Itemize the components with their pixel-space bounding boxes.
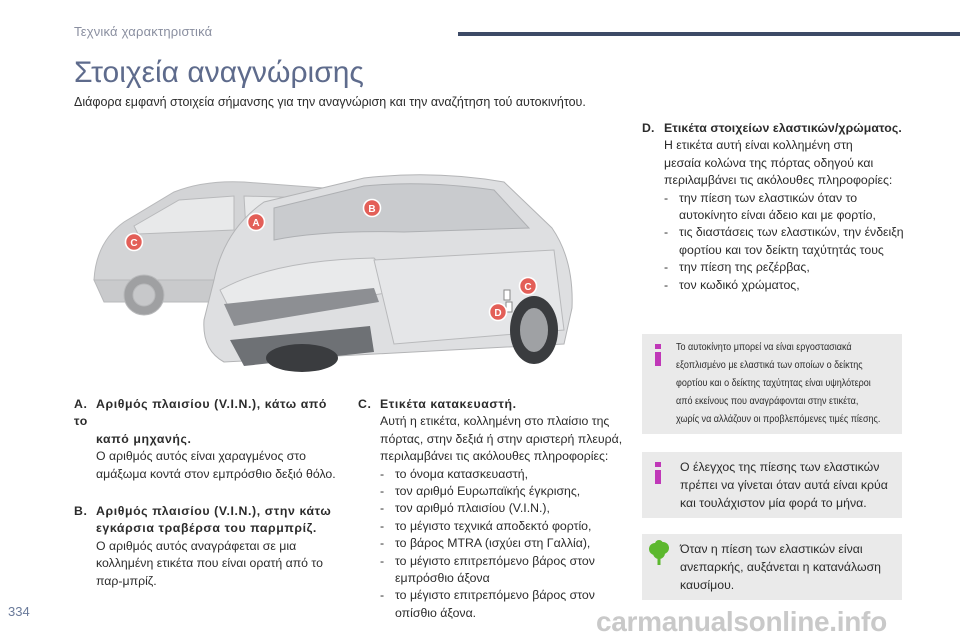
note-line: Το αυτοκίνητο μπορεί να είναι εργοστασιακά [676,341,852,353]
note-line: Όταν η πίεση των ελαστικών είναι [680,542,863,556]
section-d-line-3: περιλαμβάνει τις ακόλουθες πληροφορίες: [664,173,893,188]
note-line: χωρίς να αλλάζουν οι προβλεπόμενες τιμές πίεσης. [676,413,881,425]
section-title: Τεχνικά χαρακτηριστικά [74,24,213,39]
info-note-tire-index [642,334,902,434]
page-subtitle: Διάφορα εμφανή στοιχεία σήμανσης για την αναγνώριση και την αναζήτηση τού αυτοκινήτου. [74,95,586,109]
svg-text:C: C [524,282,532,293]
section-c-heading: Ετικέτα κατακευαστή. [380,397,517,411]
svg-text:A: A [252,218,260,229]
section-c-line-1: Αυτή η ετικέτα, κολλημένη στο πλαίσιο της [380,414,610,429]
list-item-continuation: οπίσθιο άξονα. [395,605,477,620]
section-d-line-1: Η ετικέτα αυτή είναι κολλημένη στη [664,138,853,153]
section-b [74,503,344,590]
list-item: - τον αριθμό Ευρωπαϊκής έγκρισης, [358,483,634,500]
list-item-continuation: φορτίου και τον δείκτη ταχύτητάς τους [679,242,884,257]
section-a-heading-1: Αριθμός πλαισίου (V.I.N.), κάτω από το [74,397,328,429]
list-item: - την πίεση της ρεζέρβας, [642,259,922,276]
header-rule [458,32,960,36]
section-b-line-2: κολλημένη ετικέτα που είναι ορατή από το [96,556,323,571]
section-d [642,120,922,294]
note-line: εξοπλισμένο με ελαστικά των οποίων ο δείκτης [676,359,863,371]
list-item: - το βάρος MTRA (ισχύει στη Γαλλία), [358,535,634,552]
info-note-text [676,338,895,428]
marker-b [364,200,381,217]
marker-c-left [126,234,143,251]
eco-tree-icon [648,540,670,566]
section-a-heading-2: καπό μηχανής. [96,431,192,446]
svg-text:C: C [130,238,138,249]
section-c-letter: C. [358,397,372,411]
section-a [74,396,344,483]
section-c-line-3: περιλαμβάνει τις ακόλουθες πληροφορίες: [380,449,609,464]
list-item: - το μέγιστο επιτρεπόμενο βάρος στον [358,553,634,570]
page-number: 334 [8,604,30,619]
eco-note-fuel-consumption [642,534,902,600]
list-item: - τις διαστάσεις των ελαστικών, την ένδειξη [642,224,922,241]
info-note-text [680,458,894,512]
info-note-pressure-check [642,452,902,518]
section-a-letter: A. [74,397,88,411]
section-b-heading-2: εγκάρσια τραβέρσα του παρμπρίζ. [96,521,317,536]
list-item-continuation: αυτοκίνητο είναι άδειο και με φορτίο, [679,208,876,223]
section-d-letter: D. [642,121,655,135]
list-item: - το μέγιστο επιτρεπόμενο βάρος στον [358,587,634,604]
list-item-continuation: εμπρόσθιο άξονα [395,571,490,586]
eco-note-text [680,540,894,594]
note-line: και τουλάχιστον μία φορά το μήνα. [680,496,867,510]
note-line: φορτίου και ο δείκτης ταχύτητας είναι υψηλότεροι [676,377,871,389]
info-icon [650,462,666,484]
section-b-letter: B. [74,504,88,518]
marker-c-right [520,278,537,295]
page-title: Στοιχεία αναγνώρισης [74,56,364,89]
list-item: - την πίεση των ελαστικών όταν το [642,190,922,207]
section-b-line-1: Ο αριθμός αυτός αναγράφεται σε μια [96,538,297,553]
car-illustration [74,130,614,378]
info-icon [650,344,666,366]
watermark: carmanualsonline.info [596,606,887,637]
section-c [358,396,634,622]
list-item: - τον κωδικό χρώματος, [642,277,922,294]
svg-text:D: D [494,308,502,319]
marker-d [490,304,507,321]
note-line: από εκείνους που αναγράφονται στην ετικέτα, [676,395,859,407]
svg-text:B: B [368,204,376,215]
note-line: ανεπαρκής, αυξάνεται η κατανάλωση [680,560,881,574]
list-item: - τον αριθμό πλαισίου (V.I.N.), [358,500,634,517]
section-a-line-2: αμάξωμα κοντά στον εμπρόσθιο δεξιό θόλο. [96,466,336,481]
section-d-heading: Ετικέτα στοιχείων ελαστικών/χρώματος. [664,121,902,135]
section-b-heading-1: Αριθμός πλαισίου (V.I.N.), στην κάτω [96,504,332,518]
section-b-line-3: παρ-μπρίζ. [96,573,157,588]
list-item: - το μέγιστο τεχνικά αποδεκτό φορτίο, [358,518,634,535]
marker-a [248,214,265,231]
section-a-line-1: Ο αριθμός αυτός είναι χαραγμένος στο [96,449,306,464]
note-line: Ο έλεγχος της πίεσης των ελαστικών [680,460,880,474]
note-line: καυσίμου. [680,578,735,592]
note-line: πρέπει να γίνεται όταν αυτά είναι κρύα [680,478,888,492]
section-d-line-2: μεσαία κολώνα της πόρτας οδηγού και [664,155,874,170]
section-c-line-2: πόρτας, στην δεξιά ή στην αριστερή πλευρά, [380,431,623,446]
list-item: - το όνομα κατασκευαστή, [358,466,634,483]
